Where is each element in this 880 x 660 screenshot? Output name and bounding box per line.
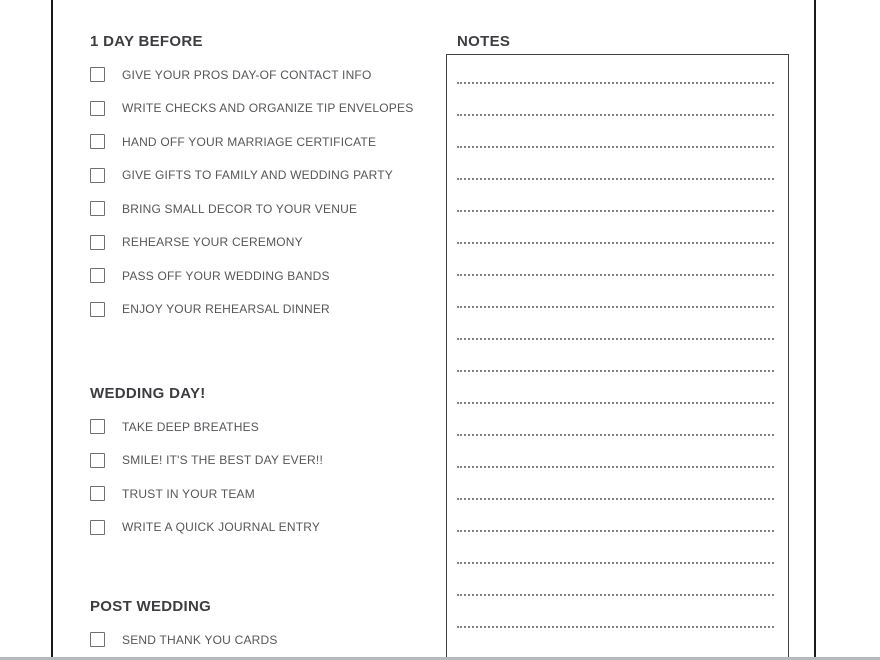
checklist-item-label: ENJOY YOUR REHEARSAL DINNER — [122, 302, 330, 317]
checklist-item-label: WRITE A QUICK JOURNAL ENTRY — [122, 520, 321, 535]
notes-dotted-line — [457, 114, 774, 116]
section-post-wedding — [90, 598, 440, 657]
notes-dotted-line — [457, 338, 774, 340]
notes-dotted-line — [457, 626, 774, 628]
checklist-item-label: REHEARSE YOUR CEREMONY — [122, 235, 303, 250]
notes-dotted-line — [457, 210, 774, 212]
section-title: WEDDING DAY! — [90, 385, 206, 402]
notes-dotted-line — [457, 498, 774, 500]
section-title: 1 DAY BEFORE — [90, 33, 203, 50]
checklist-item-label: TRUST IN YOUR TEAM — [122, 486, 255, 501]
checkbox-unchecked[interactable] — [90, 632, 105, 647]
checklist-item — [90, 477, 440, 511]
checklist-item — [90, 410, 440, 444]
checklist-item — [90, 293, 440, 327]
checkbox-unchecked[interactable] — [90, 201, 105, 216]
notes-dotted-line — [457, 530, 774, 532]
checklist-item — [90, 159, 440, 193]
checkbox-unchecked[interactable] — [90, 168, 105, 183]
section-wedding-day — [90, 385, 440, 544]
notes-dotted-line — [457, 594, 774, 596]
checklist-item — [90, 92, 440, 126]
checklist-item-label: BRING SMALL DECOR TO YOUR VENUE — [122, 201, 358, 216]
page-border-right — [814, 0, 816, 657]
checklist-item-label: GIVE GIFTS TO FAMILY AND WEDDING PARTY — [122, 168, 393, 183]
checkbox-unchecked[interactable] — [90, 134, 105, 149]
page-border-left — [51, 0, 53, 657]
checkbox-unchecked[interactable] — [90, 268, 105, 283]
checkbox-unchecked[interactable] — [90, 419, 105, 434]
notes-dotted-line — [457, 466, 774, 468]
notes-dotted-line — [457, 146, 774, 148]
checklist-item — [90, 623, 440, 657]
checkbox-unchecked[interactable] — [90, 235, 105, 250]
notes-dotted-line — [457, 242, 774, 244]
notes-box — [446, 54, 789, 660]
checklist-item-label: PASS OFF YOUR WEDDING BANDS — [122, 268, 330, 283]
checklist-item-label: WRITE CHECKS AND ORGANIZE TIP ENVELOPES — [122, 101, 414, 116]
notes-dotted-line — [457, 402, 774, 404]
checklist-item — [90, 511, 440, 545]
checklist-item — [90, 259, 440, 293]
checklist-item-label: GIVE YOUR PROS DAY-OF CONTACT INFO — [122, 67, 372, 82]
section-1-day-before — [90, 33, 440, 326]
checkbox-unchecked[interactable] — [90, 486, 105, 501]
checklist-item — [90, 444, 440, 478]
checklist-item-label: TAKE DEEP BREATHES — [122, 419, 259, 434]
notes-dotted-line — [457, 370, 774, 372]
checkbox-unchecked[interactable] — [90, 67, 105, 82]
checkbox-unchecked[interactable] — [90, 453, 105, 468]
checkbox-unchecked[interactable] — [90, 520, 105, 535]
checkbox-unchecked[interactable] — [90, 302, 105, 317]
section-title: POST WEDDING — [90, 598, 212, 615]
notes-title: NOTES — [457, 33, 511, 50]
checklist-item — [90, 58, 440, 92]
checklist-item-label: HAND OFF YOUR MARRIAGE CERTIFICATE — [122, 134, 377, 149]
notes-dotted-line — [457, 306, 774, 308]
checklist-item — [90, 125, 440, 159]
checklist-item-label: SEND THANK YOU CARDS — [122, 632, 278, 647]
notes-dotted-line — [457, 178, 774, 180]
checklist-item-label: SMILE! IT'S THE BEST DAY EVER!! — [122, 453, 323, 468]
notes-dotted-line — [457, 274, 774, 276]
checkbox-unchecked[interactable] — [90, 101, 105, 116]
notes-dotted-line — [457, 82, 774, 84]
notes-dotted-line — [457, 562, 774, 564]
checklist-item — [90, 192, 440, 226]
checklist-item — [90, 226, 440, 260]
notes-dotted-line — [457, 434, 774, 436]
